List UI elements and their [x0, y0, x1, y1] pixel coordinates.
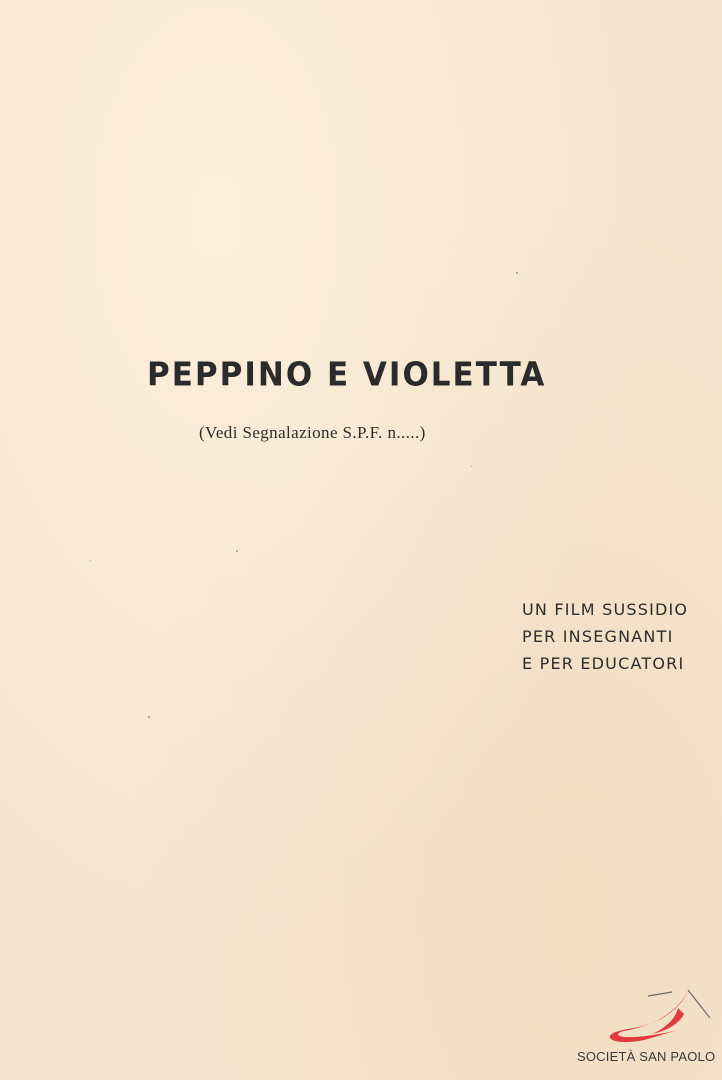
- paper-speck: [516, 272, 518, 274]
- tagline-line: E PER EDUCATORI: [522, 654, 685, 673]
- paper-speck: [90, 560, 91, 561]
- tagline-block: [522, 596, 688, 677]
- san-paolo-logo-icon: [604, 988, 716, 1048]
- paper-speck: [471, 466, 472, 467]
- paper-speck: [148, 716, 150, 718]
- tagline-line: UN FILM SUSSIDIO: [522, 600, 689, 619]
- publisher-name: SOCIETÀ SAN PAOLO: [577, 1049, 716, 1064]
- paper-speck: [236, 550, 238, 552]
- document-subtitle: (Vedi Segnalazione S.P.F. n.....): [199, 423, 426, 442]
- tagline-line: PER INSEGNANTI: [522, 627, 674, 646]
- document-title: PEPPINO E VIOLETTA: [147, 356, 547, 394]
